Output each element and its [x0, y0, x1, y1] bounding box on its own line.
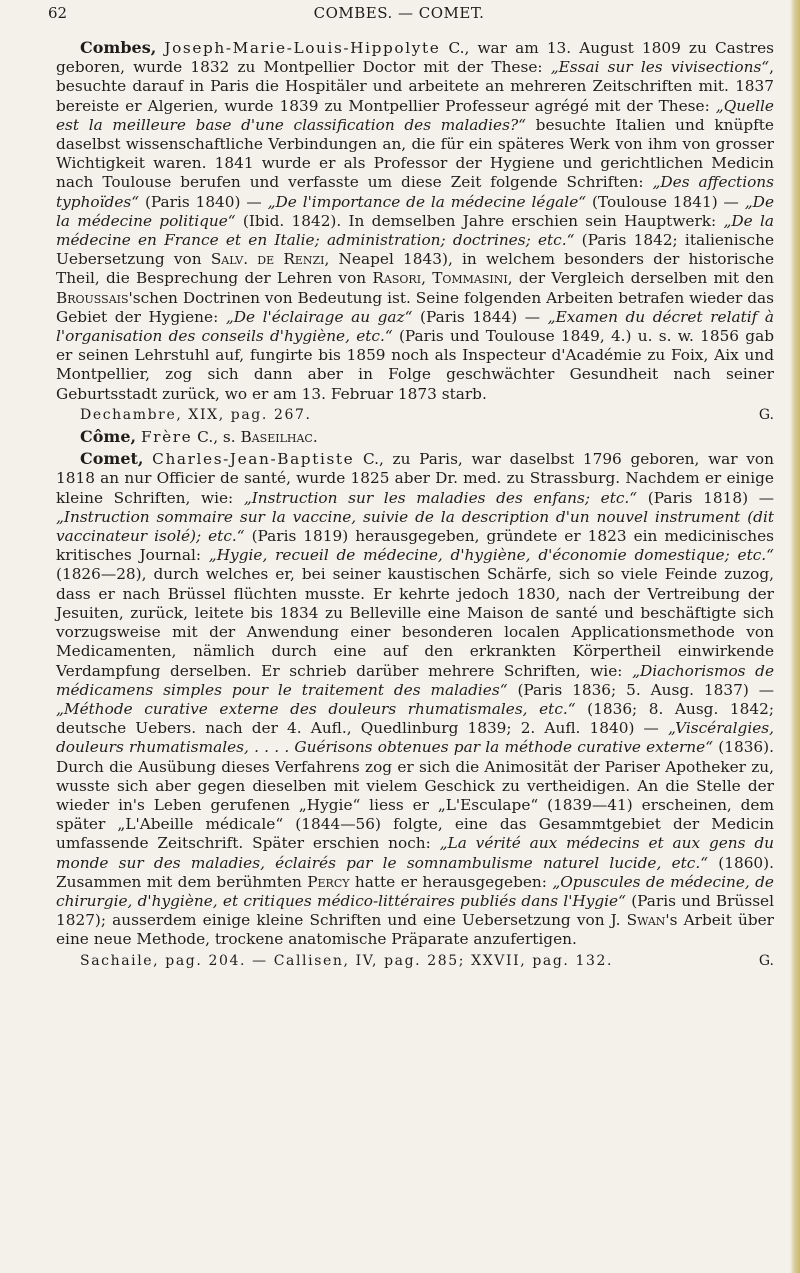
- entry-comet: [56, 449, 774, 970]
- entry-come: [56, 427, 774, 447]
- name-text: Swan: [626, 911, 666, 930]
- entry-text: [56, 427, 774, 447]
- body-text: (Paris 1842; italienische Uebersetzung von: [56, 231, 774, 269]
- title-text: „La vérité aux médecins et aux gens du monde sur des maladies, éclairés par le somnambulisme naturel lucide, etc.“: [56, 834, 774, 872]
- body-text: .: [312, 428, 318, 447]
- body-text: , Neapel 1843), in welchem besonders der historische Theil, die Besprechung der Lehren von: [56, 250, 774, 288]
- title-text: „De l'importance de la médecine légale“: [267, 192, 587, 211]
- entry-body: [56, 39, 774, 403]
- entry-text: [56, 38, 774, 404]
- entry-text: [56, 449, 774, 949]
- body-text: (Paris 1844) —: [412, 307, 548, 326]
- entry-source-line: [56, 406, 774, 425]
- title-text: „Instruction sommaire sur la vaccine, suivie de la description d'un nouvel instrument (dit vaccinateur isolé); etc.“: [56, 507, 774, 546]
- title-text: „Méthode curative externe des douleurs rhumatismales, etc.“: [56, 699, 576, 718]
- name-text: Broussais: [56, 288, 129, 307]
- body-text: C., war am 13. August 1809 zu Castres geboren, wurde 1832 zu Montpellier Doctor mit der These:: [56, 39, 774, 77]
- entry-source-line: [56, 952, 774, 971]
- body-text: (1826—28), durch welches er, bei seiner kaustischen Schärfe, sich so viele Feinde zuzog, dass er nach Brüssel flüchten musste. Er kehrte jedoch 1830, nach der Vertreibung der Jesuiten, zurück, leitete bis 1834 zu Belleville eine Maison de santé und beschäftigte sich vorzugsweise mit der Anwendung einer besonderen localen Applicationsmethode von Medicamenten, nämlich durch eine auf den erkrankten Körpertheil einwirkende Verdampfung derselben. Er schrieb darüber mehrere Schriften, wie:: [56, 565, 774, 680]
- body-text: , besuchte darauf in Paris die Hospitäler und arbeitete an mehreren Zeitschriften mit. 1837 bereiste er Algerien, wurde 1839 zu Montpellier Professeur agrégé mit der These:: [56, 58, 774, 115]
- title-text: „Viscéralgies, douleurs rhumatismales, . . . . Guérisons obtenues par la méthode curative externe“: [56, 719, 774, 757]
- entry-lemma: Combes,: [80, 38, 157, 57]
- entry-body: [192, 428, 317, 446]
- body-text: 'schen Doctrinen von Bedeutung ist. Seine folgenden Arbeiten betrafen wieder das Gebiet der Hygiene:: [56, 288, 774, 326]
- body-text: (Paris 1819) herausgegeben, gründete er 1823 ein medicinisches kritisches Journal:: [56, 527, 774, 565]
- body-text: (1836; 8. Ausg. 1842; deutsche Uebers. nach der 4. Aufl., Quedlinburg 1839; 2. Aufl. 1840) —: [56, 699, 774, 738]
- body-text: , der Vergleich derselben mit den: [507, 269, 774, 288]
- body-text: (Ibid. 1842). In demselben Jahre erschien sein Hauptwerk:: [235, 211, 724, 230]
- page-header: [48, 4, 750, 26]
- body-text: hatte er herausgegeben:: [349, 872, 553, 891]
- body-text: (Paris 1836; 5. Ausg. 1837) —: [507, 680, 775, 699]
- entry-lemma: Comet,: [80, 449, 144, 469]
- entry-source: Sachaile, pag. 204. — Callisen, IV, pag. 285; XXVII, pag. 132.: [80, 952, 614, 969]
- name-text: Baseilhac: [240, 428, 313, 447]
- title-text: „De l'éclairage au gaz“: [225, 307, 413, 326]
- page-edge: [790, 0, 800, 1273]
- entry-signature: G.: [758, 406, 774, 423]
- name-text: Salv. de Renzi: [210, 250, 325, 269]
- entry-source: Dechambre, XIX, pag. 267.: [80, 406, 312, 423]
- body-text: (Paris und Toulouse 1849, 4.) u. s. w. 1856 gab er seinen Lehrstuhl auf, fungirte bis 1859 noch als Inspecteur d'Académie zu Foix, Aix und Montpellier, zog sich dann aber in Folge geschwächter Gesundheit nach seiner Geburtsstadt zurück, wo er am 13. Februar 1873 starb.: [56, 327, 774, 403]
- body-text: C., zu Paris, war daselbst 1796 geboren, war von 1818 an nur Officier de santé, wurde 1825 aber Dr. med. zu Strassburg. Nachdem er einige kleine Schriften, wie:: [56, 450, 774, 507]
- title-text: „Examen du décret relatif à l'organisation des conseils d'hygiène, etc.“: [56, 307, 774, 346]
- title-text: „Quelle est la meilleure base d'une classification des maladies?“: [56, 96, 774, 134]
- title-text: „Hygie, recueil de médecine, d'hygiène, d'économie domestique; etc.“: [208, 546, 774, 565]
- body-text: (Toulouse 1841) —: [586, 192, 745, 211]
- title-text: „Des affections typhoïdes“: [56, 173, 775, 211]
- entry-body: [56, 450, 774, 948]
- title-text: „Essai sur les vivisections“: [550, 58, 770, 77]
- entry-signature: G.: [758, 952, 774, 969]
- page-number: 62: [48, 4, 68, 22]
- title-text: „Diachorismos de médicamens simples pour le traitement des maladies“: [56, 661, 774, 699]
- body-text: ,: [421, 269, 433, 288]
- entry-forename: Frère: [140, 428, 193, 447]
- title-text: „De la médecine politique“: [56, 192, 774, 230]
- name-text: Tommasini: [432, 269, 508, 288]
- entry-combes: [56, 38, 774, 425]
- body-text: (1836). Durch die Ausübung dieses Verfahrens zog er sich die Animosität der Pariser Apotheker zu, wusste sich aber gegen dieselben mit vielem Geschick zu vertheidigen. An die Stelle der wieder in's Leben gerufenen „Hygie“ liess er „L'Esculape“ (1839—41) erscheinen, dem später „L'Abeille médicale“ (1844—56) folgte, eine das Gesammtgebiet der Medicin umfassende Zeitschrift. Später erschien noch:: [56, 738, 774, 853]
- running-title: COMBES. — COMET.: [313, 4, 485, 22]
- body-text: (Paris 1840) —: [139, 192, 268, 211]
- entry-forename: Joseph-Marie-Louis-Hippolyte: [164, 39, 441, 57]
- body-text: (Paris und Brüssel 1827); ausserdem einige kleine Schriften und eine Uebersetzung von J.: [56, 891, 774, 930]
- entry-lemma: Côme,: [80, 427, 137, 447]
- title-text: „De la médecine en France et en Italie; administration; doctrines; etc.“: [56, 211, 774, 250]
- name-text: Rasori: [372, 269, 422, 288]
- body-text: 's Arbeit über eine neue Methode, trockene anatomische Präparate anzufertigen.: [56, 911, 774, 949]
- body-text: besuchte Italien und knüpfte daselbst wissenschaftliche Verbindungen an, die für ein späteres Werk von ihm von grosser Wichtigkeit waren. 1841 wurde er als Professor der Hygiene und gerichtlichen Medicin nach Toulouse berufen und verfasste um diese Zeit folgende Schriften:: [56, 115, 774, 192]
- entry-forename: Charles-Jean-Baptiste: [152, 450, 355, 469]
- page-body: [56, 36, 774, 973]
- title-text: „Opuscules de médecine, de chirurgie, d'hygiène, et critiques médico-littéraires publiés dans l'Hygie“: [56, 872, 774, 910]
- body-text: (1860). Zusammen mit dem berühmten: [56, 853, 774, 891]
- body-text: C., s.: [192, 428, 241, 447]
- title-text: „Instruction sur les maladies des enfans; etc.“: [243, 488, 638, 507]
- body-text: (Paris 1818) —: [637, 488, 774, 507]
- name-text: Percy: [307, 872, 350, 891]
